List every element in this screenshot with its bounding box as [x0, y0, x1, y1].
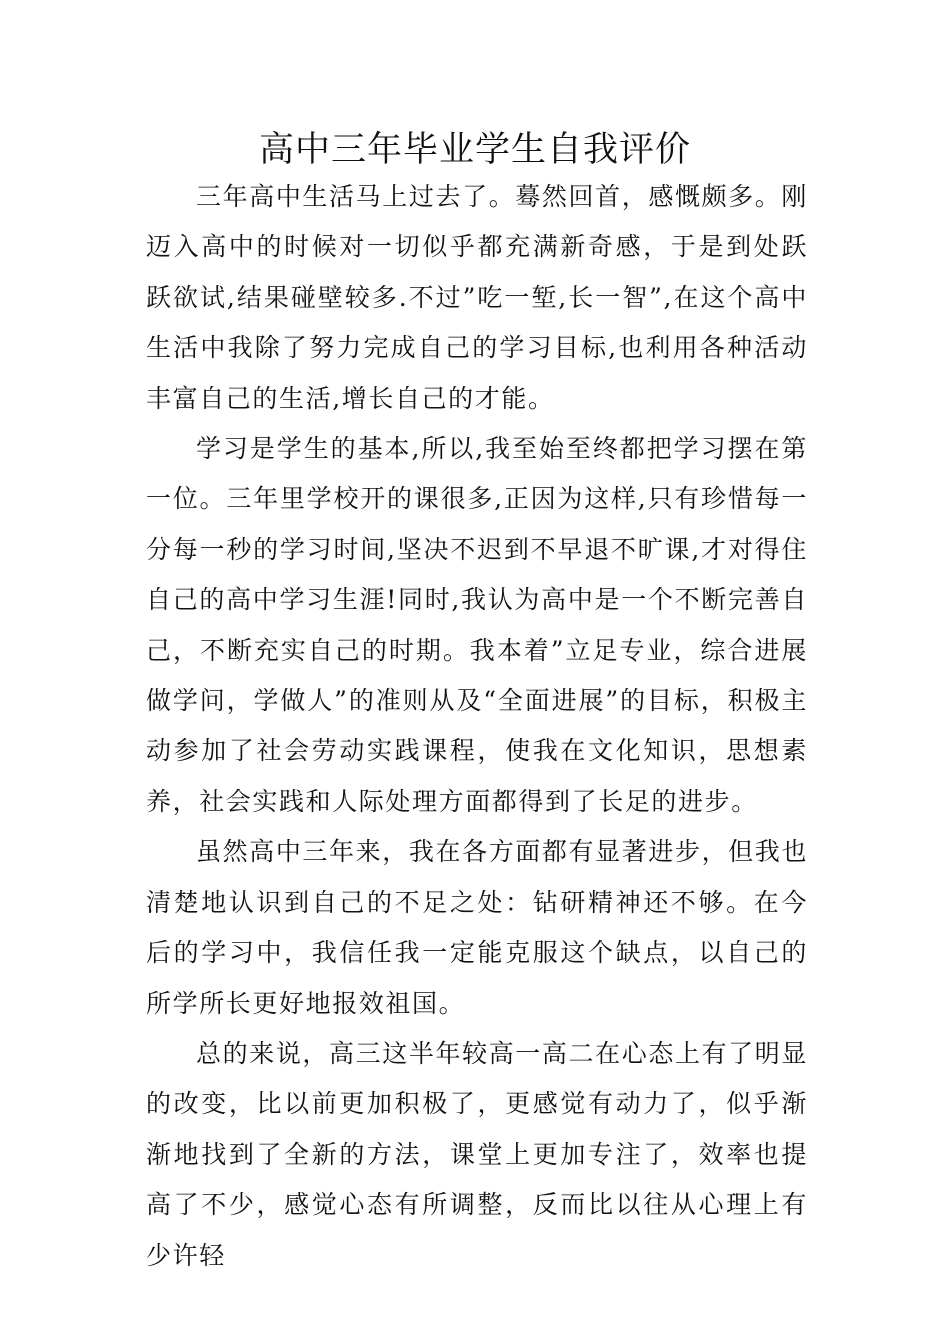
document-title: 高中三年毕业学生自我评价	[258, 130, 691, 170]
document-body	[146, 172, 808, 1281]
paragraph-1: 三年高中生活马上过去了。蓦然回首，感慨颇多。刚迈入高中的时候对一切似乎都充满新奇感，于是到处跃跃欲试,结果碰壁较多.不过”吃一堑,长一智”,在这个高中生活中我除了努力完成自己的学习目标,也利用各种活动丰富自己的生活,增长自己的才能。	[146, 182, 808, 413]
paragraph-4: 总的来说，高三这半年较高一高二在心态上有了明显的改变，比以前更加积极了，更感觉有动力了，似乎渐渐地找到了全新的方法，课堂上更加专注了，效率也提高了不少，感觉心态有所调整，反而比以往从心理上有少许轻	[146, 1038, 808, 1270]
paragraph-2: 学习是学生的基本,所以,我至始至终都把学习摆在第一位。三年里学校开的课很多,正因为这样,只有珍惜每一分每一秒的学习时间,坚决不迟到不早退不旷课,才对得住自己的高中学习生涯!同时,我认为高中是一个不断完善自己，不断充实自己的时期。我本着”立足专业，综合进展做学问，学做人”的准则从及“全面进展”的目标，积极主动参加了社会劳动实践课程，使我在文化知识，思想素养，社会实践和人际处理方面都得到了长足的进步。	[146, 434, 808, 816]
paragraph-3: 虽然高中三年来，我在各方面都有显著进步，但我也清楚地认识到自己的不足之处：钻研精神还不够。在今后的学习中，我信任我一定能克服这个缺点，以自己的所学所长更好地报效祖国。	[146, 837, 808, 1018]
